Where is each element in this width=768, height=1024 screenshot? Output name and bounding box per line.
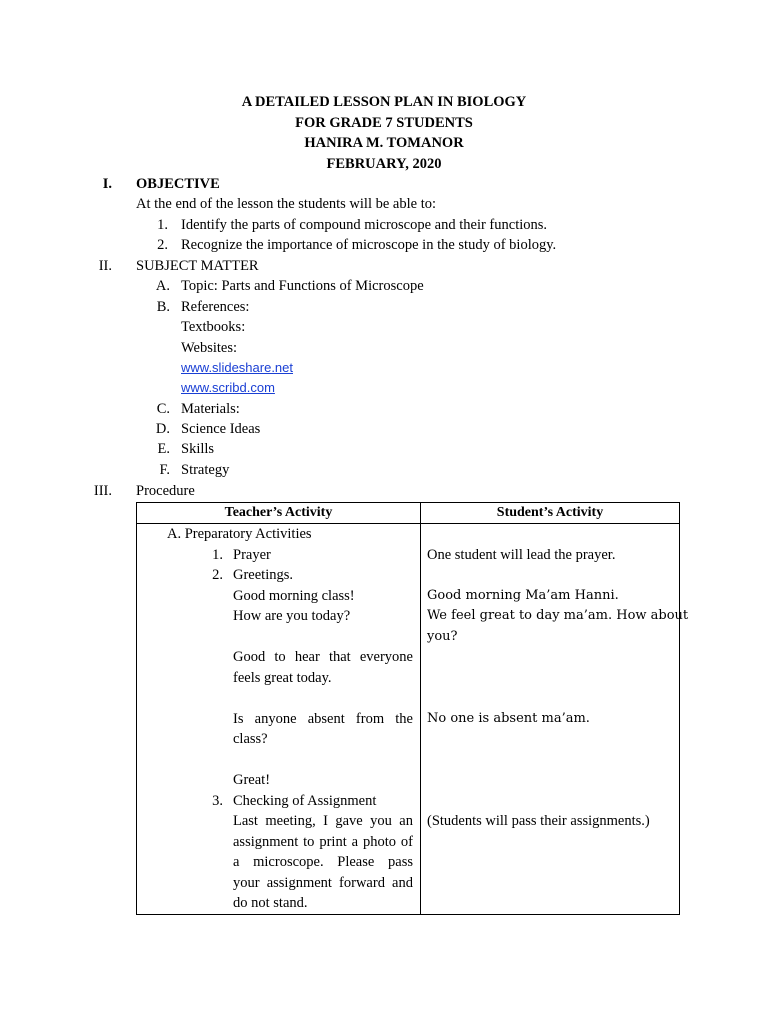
absent-question-line-1: Is anyone absent from the: [233, 710, 413, 727]
prayer-number: 1.: [212, 546, 223, 563]
document-title: [0, 92, 768, 174]
scribd-link[interactable]: www.scribd.com: [181, 380, 275, 395]
last-meeting-line-3: a microscope. Please pass: [233, 854, 413, 870]
procedure-heading: Procedure: [136, 483, 195, 499]
last-meeting-line-1: Last meeting, I gave you an: [233, 813, 413, 829]
checking-assignment-item: Checking of Assignment: [233, 792, 377, 809]
objective-item-2-text: Recognize the importance of microscope in the study of biology.: [181, 237, 557, 253]
subject-matter-numeral: II.: [98, 258, 112, 274]
objective-item-1-number: 1.: [157, 217, 168, 233]
table-row: [137, 524, 680, 915]
last-meeting-line-5: do not stand.: [233, 895, 308, 911]
good-morning-line: Good morning class!: [233, 587, 355, 604]
absent-question-line-2: class?: [233, 731, 268, 747]
feeling-response-line-2: you?: [427, 628, 458, 644]
skills-letter: E.: [157, 441, 170, 457]
greetings-number: 2.: [212, 567, 223, 583]
objective-numeral: I.: [102, 176, 112, 192]
topic-text: Topic: Parts and Functions of Microscope: [181, 278, 424, 294]
good-to-hear-line-1: Good to hear that everyone: [233, 649, 413, 665]
references-letter: B.: [156, 299, 170, 315]
references-text: References:: [181, 299, 250, 315]
websites-label: Websites:: [181, 340, 238, 356]
prayer-item: Prayer: [233, 546, 271, 563]
greetings-item: Greetings.: [233, 567, 293, 583]
textbooks-label: Textbooks:: [181, 319, 246, 335]
pass-assignment-response: (Students will pass their assignments.): [427, 813, 650, 829]
objective-heading: OBJECTIVE: [136, 176, 220, 192]
student-activity-header: Student’s Activity: [421, 503, 680, 524]
title-line-1: A DETAILED LESSON PLAN IN BIOLOGY: [241, 94, 527, 110]
absent-response: No one is absent ma’am.: [427, 710, 590, 726]
science-ideas-text: Science Ideas: [181, 421, 261, 437]
student-activity-cell: [421, 524, 689, 915]
title-line-3: HANIRA M. TOMANOR: [304, 135, 464, 151]
last-meeting-line-4: your assignment forward and: [233, 874, 413, 891]
checking-number: 3.: [212, 792, 223, 809]
how-are-you-line: How are you today?: [233, 608, 351, 624]
last-meeting-line-2: assignment to print a photo of: [233, 833, 413, 850]
subject-matter-heading: SUBJECT MATTER: [136, 258, 259, 274]
good-to-hear-line-2: feels great today.: [233, 669, 332, 686]
greeting-response: Good morning Ma’am Hanni.: [427, 587, 619, 603]
title-line-2: FOR GRADE 7 STUDENTS: [295, 114, 473, 131]
procedure-table: [136, 502, 689, 915]
objective-intro: At the end of the lesson the students will be able to:: [136, 196, 437, 212]
title-line-4: FEBRUARY, 2020: [326, 155, 442, 172]
strategy-letter: F.: [159, 462, 170, 478]
great-line: Great!: [233, 772, 271, 788]
procedure-numeral: III.: [93, 483, 112, 499]
topic-letter: A.: [155, 278, 170, 294]
skills-text: Skills: [181, 441, 215, 457]
materials-text: Materials:: [181, 401, 240, 417]
preparatory-activities: A. Preparatory Activities: [167, 526, 312, 542]
scribd-link-row: [181, 378, 275, 398]
teacher-activity-cell: [137, 524, 421, 915]
slideshare-link-row: [181, 358, 293, 378]
objective-item-2-number: 2.: [157, 237, 168, 253]
teacher-activity-header: Teacher’s Activity: [137, 503, 421, 524]
objective-item-1-text: Identify the parts of compound microscope and their functions.: [181, 217, 548, 233]
strategy-text: Strategy: [181, 462, 230, 478]
slideshare-link[interactable]: www.slideshare.net: [181, 360, 293, 375]
table-header-row: [137, 503, 680, 524]
prayer-response: One student will lead the prayer.: [427, 546, 616, 563]
science-ideas-letter: D.: [155, 421, 170, 437]
feeling-response-line-1: We feel great to day ma’am. How about: [427, 608, 689, 623]
materials-letter: C.: [156, 401, 170, 417]
